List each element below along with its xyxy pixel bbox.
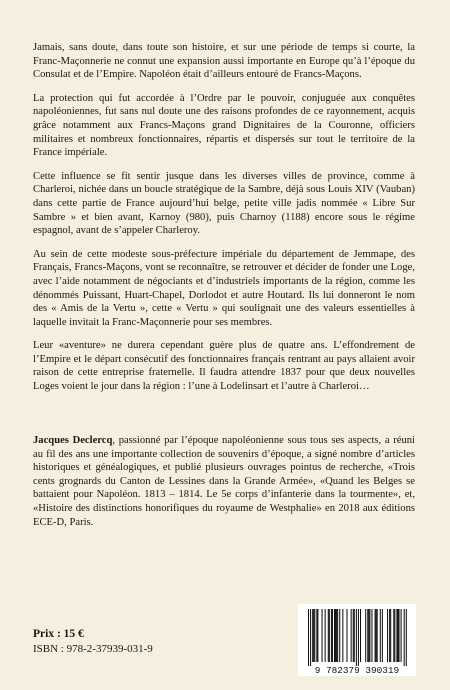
barcode-bar xyxy=(369,609,370,662)
barcode-bar xyxy=(377,609,378,662)
barcode-bar xyxy=(316,609,317,662)
barcode-bar xyxy=(332,609,333,662)
barcode-bar xyxy=(310,609,311,666)
barcode-bar xyxy=(336,609,337,662)
isbn: ISBN : 978-2-37939-031-9 xyxy=(33,643,153,655)
blurb-text xyxy=(33,41,415,404)
barcode-bar xyxy=(393,609,394,662)
barcode-bar xyxy=(313,609,314,662)
barcode-bar xyxy=(380,609,381,662)
blurb-paragraph-1: Jamais, sans doute, dans toute son histoire, et sur une période de temps si courte, la Franc-Maçonnerie ne connut une expansion aussi importante en Europe qu’à l’époque du Consulat et de l’Empire. Napoléon était d’ailleurs entouré de Francs-Maçons. xyxy=(33,42,415,81)
barcode-bar xyxy=(353,609,354,662)
author-bio-text: , passionné par l’époque napoléonienne sous tous ses aspects, a réuni au fil des ans une importante collection de souvenirs d’époque, a signé nombre d’articles historiques et généalogiques, et publié plusieurs ouvrages pointus de recherche, «Trois cents grognards du Canton de Lessines dans la Grande Armée», «Quand les Belges se battaient pour Napoléon. 1813 – 1814. Le 5e corps d’infanterie dans la tourmente», et, «Histoire des distinctions honorifiques du royaume de Westphalie» en 2018 aux éditions ECE-D, Paris. xyxy=(33,435,415,528)
barcode-bar xyxy=(337,609,338,662)
barcode-bar xyxy=(329,609,330,662)
barcode-bar xyxy=(339,609,340,662)
barcode-bar xyxy=(389,609,390,662)
barcode-bar xyxy=(328,609,329,662)
barcode-bar xyxy=(396,609,397,662)
barcode-bar xyxy=(367,609,368,662)
blurb-paragraph-2: La protection qui fut accordée à l’Ordre par le pouvoir, conjuguée aux conquêtes napoléoniennes, fut sans nul doute une des raisons profondes de ce rayonnement, acquis grâce notamment aux Francs-Maçons grand Dignitaires de la Couronne, officiers militaires et nombreux fonctionnaires, répartis et dispersés sur tout le territoire de la France impériale. xyxy=(33,92,415,159)
price: Prix : 15 € xyxy=(33,628,84,640)
barcode-bar xyxy=(342,609,343,662)
barcode-bar xyxy=(375,609,376,662)
barcode-bar xyxy=(371,609,372,662)
blurb-paragraph-5: Leur «aventure» ne durera cependant guère plus de quatre ans. L’effondrement de l’Empire et le départ consécutif des fonctionnaires français rentrant au pays allaient avoir raison de cette entreprise fraternelle. Il faudra attendre 1837 pour que deux nouvelles Loges voient le jour dans la région : l’une à Lodelinsart et l’autre à Charleroi… xyxy=(33,340,415,393)
barcode-bar xyxy=(334,609,335,662)
barcode-bar xyxy=(390,609,391,662)
barcode-bar xyxy=(335,609,336,662)
barcode-bar xyxy=(394,609,395,662)
blurb-paragraph-3: Cette influence se fit sentir jusque dans les diverses villes de province, comme à Charleroi, nichée dans un boucle stratégique de la Sambre, déjà sous Louis XIV (Vauban) dans cette partie de France aujourd’hui belge, petite ville jadis nommée « Libre Sur Sambre » et bien avant, Karnoy (980), puis Charnoy (1188) encore sous le régime espagnol, avant de s’appeler Charleroy. xyxy=(33,170,415,237)
barcode-bar xyxy=(354,609,355,662)
barcode-bar xyxy=(331,609,332,662)
barcode-bar xyxy=(312,609,313,662)
author-name: Jacques Declercq xyxy=(33,435,113,446)
barcode-bar xyxy=(397,609,398,662)
barcode-bar xyxy=(376,609,377,662)
barcode-graphic xyxy=(298,604,416,676)
blurb-paragraph-4: Au sein de cette modeste sous-préfecture impériale du département de Jemmape, des Français, Francs-Maçons, vont se reconnaître, se retrouver et décider de fonder une Loge, avec l’aide notamment de négociants et d’industriels importants de la région, comme les dénommés Puissant, Huart-Chapel, Dorlodot et autre Houtard. Ils lui donneront le nom des « Amis de la Vertu », cette « Vertu » qui soulignait une des valeurs essentielles à laquelle invitait la Franc-Maçonnerie pour ses membres. xyxy=(33,248,415,328)
barcode-bar xyxy=(325,609,326,662)
barcode-bar xyxy=(308,609,309,666)
author-bio xyxy=(33,434,415,529)
barcode-bar xyxy=(358,609,359,666)
barcode-bar xyxy=(317,609,318,662)
barcode-bar xyxy=(406,609,407,666)
barcode-bar xyxy=(360,609,361,662)
barcode-bar xyxy=(387,609,388,662)
barcode-bar xyxy=(401,609,402,662)
barcode-bar xyxy=(346,609,347,662)
isbn-barcode xyxy=(298,604,416,676)
barcode-bar xyxy=(398,609,399,662)
barcode-bar xyxy=(382,609,383,662)
barcode-digits: 9 782379 390319 xyxy=(314,665,400,676)
barcode-bar xyxy=(404,609,405,666)
barcode-bar xyxy=(322,609,323,662)
barcode-bar xyxy=(314,609,315,662)
barcode-bar xyxy=(368,609,369,662)
barcode-bar xyxy=(365,609,366,662)
barcode-bar xyxy=(351,609,352,662)
barcode-bar xyxy=(356,609,357,666)
